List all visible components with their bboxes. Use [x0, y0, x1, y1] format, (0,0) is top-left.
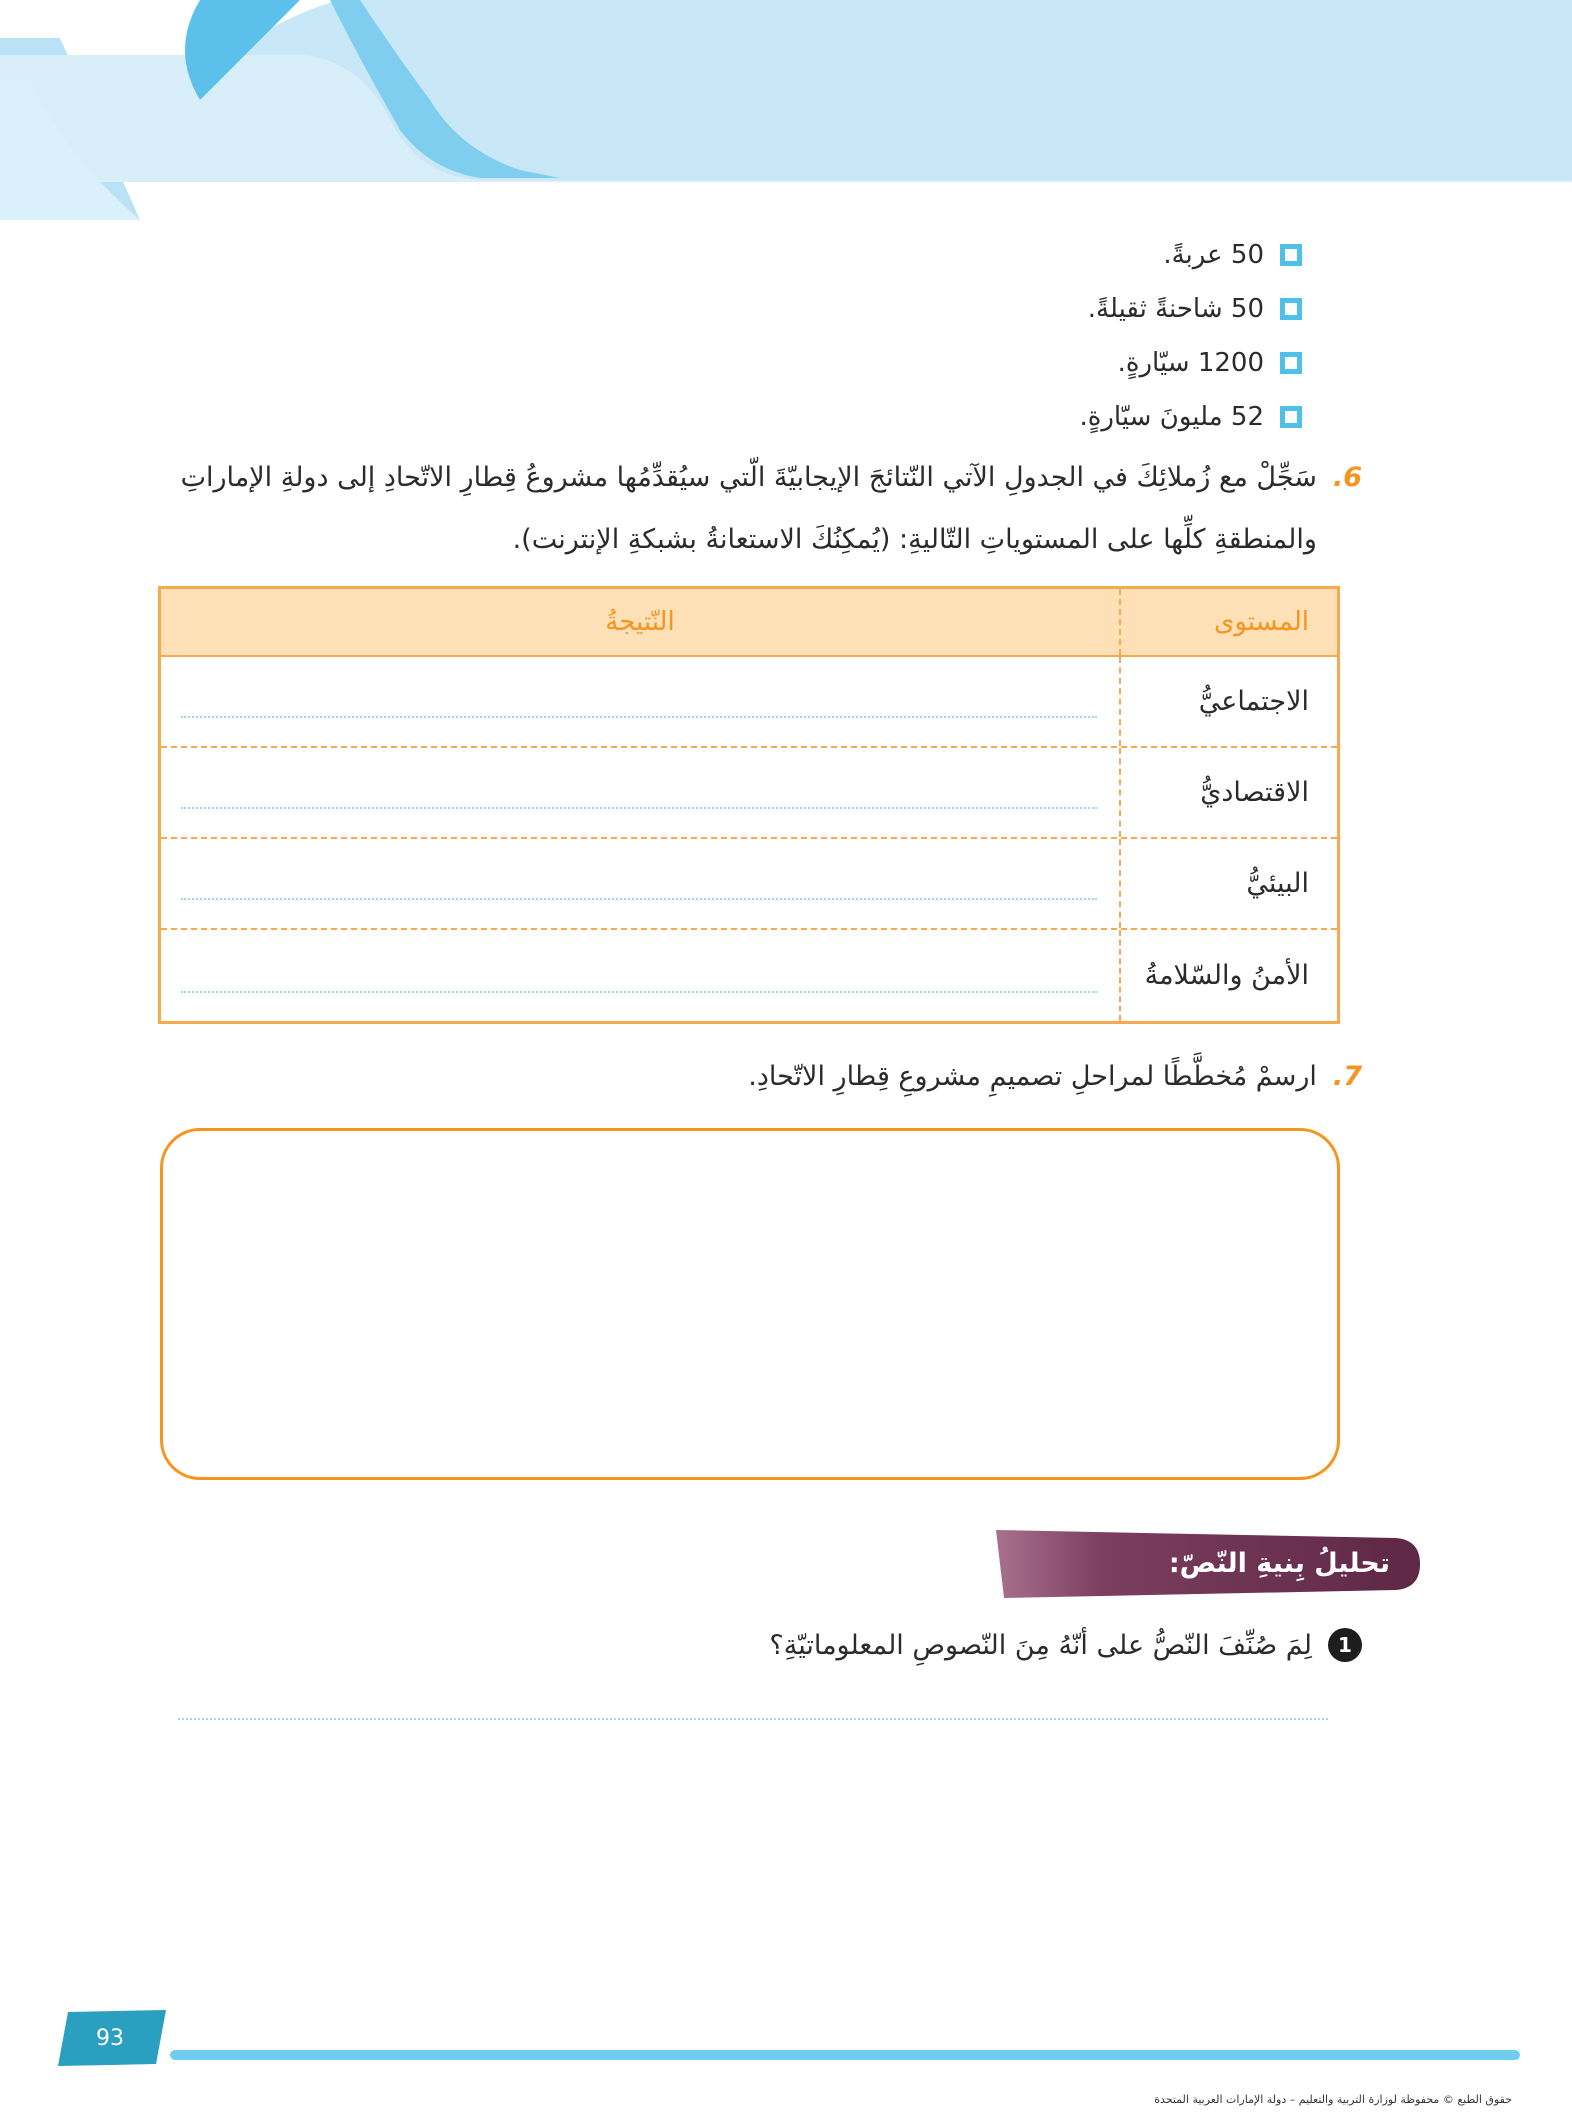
drawing-area[interactable]: [160, 1128, 1340, 1480]
answer-line[interactable]: [181, 991, 1097, 993]
footer-bar: [0, 2000, 1572, 2125]
question-number-badge: 1: [1328, 1628, 1362, 1662]
question-7: [152, 1046, 1362, 1108]
answer-line[interactable]: [181, 898, 1097, 900]
table-row: [161, 748, 1337, 839]
question-text: [181, 447, 1317, 571]
question-text: ارسمْ مُخطَّطًا لمراحلِ تصميمِ مشروعِ قِطارِ الاتّحادِ.: [748, 1061, 1317, 1092]
question-6: [152, 447, 1362, 571]
page-number: 93: [96, 2025, 124, 2051]
answer-options: [502, 228, 1302, 444]
checkbox[interactable]: [1280, 244, 1302, 266]
option-label: 50 عربةً.: [1163, 240, 1264, 270]
section-title: تحليلُ بِنيةِ النّصّ:: [1168, 1548, 1390, 1579]
question-line: سَجِّلْ مع زُملائِكَ في الجدولِ الآتي النّتائجَ الإيجابيّةَ الّتي سيُقدِّمُها مشروعُ قِطارِ الاتّحادِ إلى دولةِ الإماراتِ: [180, 462, 1317, 493]
table-row: [161, 657, 1337, 748]
option-item[interactable]: [502, 336, 1302, 390]
checkbox[interactable]: [1280, 352, 1302, 374]
question-line: والمنطقةِ كلِّها على المستوياتِ التّاليةِ: (يُمكِنُكَ الاستعانةُ بشبكةِ الإنترنت).: [512, 524, 1317, 555]
row-label: الأمنُ والسّلامةُ: [1119, 930, 1337, 1021]
question-number: 6.: [1332, 462, 1362, 493]
header-level: المستوى: [1214, 607, 1309, 637]
row-label: الاجتماعيُّ: [1119, 657, 1337, 746]
row-label: البيئيُّ: [1119, 839, 1337, 928]
header-result: النّتيجةُ: [605, 607, 675, 637]
answer-line[interactable]: [181, 716, 1097, 718]
table-header: [161, 589, 1337, 657]
checkbox[interactable]: [1280, 298, 1302, 320]
results-table: [158, 586, 1340, 1024]
row-label: الاقتصاديُّ: [1119, 748, 1337, 837]
header-banner: [0, 0, 1572, 230]
answer-line[interactable]: [181, 807, 1097, 809]
option-item[interactable]: [502, 390, 1302, 444]
analysis-question-1: [769, 1628, 1362, 1662]
option-item[interactable]: [502, 228, 1302, 282]
answer-line[interactable]: [178, 1718, 1328, 1720]
option-item[interactable]: [502, 282, 1302, 336]
question-number: 7.: [1332, 1061, 1362, 1092]
option-label: 52 مليونَ سيّارةٍ.: [1079, 402, 1264, 432]
copyright-notice: حقوق الطبع © محفوظة لوزارة التربية والتعليم – دولة الإمارات العربية المتحدة: [1154, 2093, 1512, 2106]
question-text: لِمَ صُنِّفَ النّصُّ على أنّهُ مِنَ النّصوصِ المعلوماتيّةِ؟: [769, 1629, 1312, 1661]
checkbox[interactable]: [1280, 406, 1302, 428]
table-row: [161, 930, 1337, 1021]
option-label: 50 شاحنةً ثقيلةً.: [1087, 294, 1264, 324]
table-row: [161, 839, 1337, 930]
option-label: 1200 سيّارةٍ.: [1117, 348, 1264, 378]
